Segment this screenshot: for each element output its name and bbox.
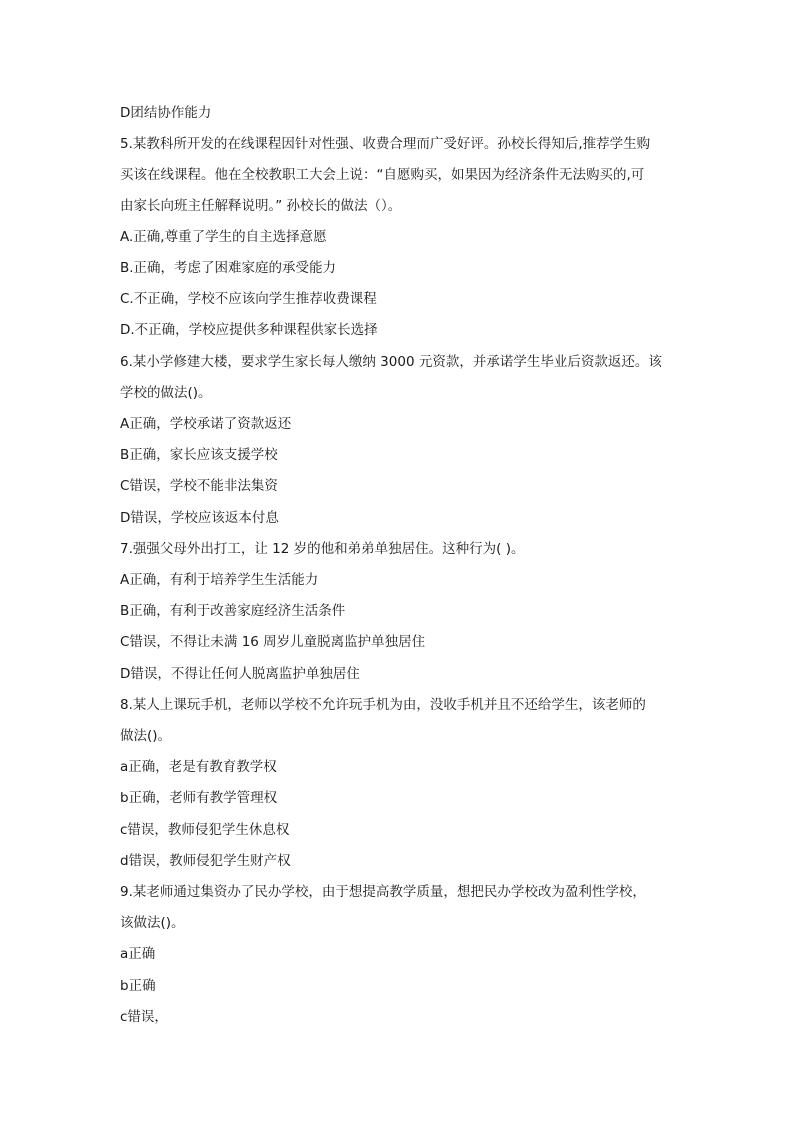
question-8-option-b: b正确，老师有教学管理权 <box>120 790 278 806</box>
question-5-line-2: 买该在线课程。他在全校教职工大会上说：“自愿购买，如果因为经济条件无法购买的,可 <box>120 167 645 183</box>
question-5-option-a: A.正确,尊重了学生的自主选择意愿 <box>120 229 327 245</box>
question-7-line-1: 7.强强父母外出打工，让 12 岁的他和弟弟单独居住。这种行为( )。 <box>120 541 525 557</box>
question-6-line-2: 学校的做法()。 <box>120 385 212 401</box>
question-5-line-3: 由家长向班主任解释说明。” 孙校长的做法（）。 <box>120 198 402 214</box>
question-6-option-c: C错误，学校不能非法集资 <box>120 478 278 494</box>
question-7-option-d: D错误，不得让任何人脱离监护单独居住 <box>120 666 360 682</box>
question-5-option-b: B.正确，考虑了困难家庭的承受能力 <box>120 260 337 276</box>
question-8-option-c: c错误，教师侵犯学生休息权 <box>120 822 290 838</box>
option-d-q4: D团结协作能力 <box>120 105 212 121</box>
question-8-line-1: 8.某人上课玩手机，老师以学校不允许玩手机为由，没收手机并且不还给学生，该老师的 <box>120 697 646 713</box>
question-6-line-1: 6.某小学修建大楼，要求学生家长每人缴纳 3000 元资款，并承诺学生毕业后资款返还。该 <box>120 354 662 370</box>
question-5-option-c: C.不正确，学校不应该向学生推荐收费课程 <box>120 291 377 307</box>
question-7-option-a: A正确，有利于培养学生生活能力 <box>120 572 319 588</box>
question-5-option-d: D.不正确，学校应提供多种课程供家长选择 <box>120 322 378 338</box>
question-7-option-b: B正确，有利于改善家庭经济生活条件 <box>120 603 346 619</box>
question-9-option-a: a正确 <box>120 946 156 962</box>
question-9-line-1: 9.某老师通过集资办了民办学校，由于想提高教学质量，想把民办学校改为盈利性学校， <box>120 884 646 900</box>
question-7-option-c: C错误，不得让未满 16 周岁儿童脱离监护单独居住 <box>120 634 426 650</box>
question-6-option-b: B正确，家长应该支援学校 <box>120 447 278 463</box>
question-9-option-c: c错误， <box>120 1009 168 1025</box>
question-9-line-2: 该做法()。 <box>120 915 185 931</box>
question-6-option-a: A正确，学校承诺了资款返还 <box>120 416 292 432</box>
question-8-line-2: 做法()。 <box>120 728 172 744</box>
question-8-option-d: d错误，教师侵犯学生财产权 <box>120 853 291 869</box>
question-8-option-a: a正确，老是有教育教学权 <box>120 759 277 775</box>
question-5-line-1: 5.某教科所开发的在线课程因针对性强、收费合理而广受好评。孙校长得知后,推荐学生购 <box>120 136 651 152</box>
question-9-option-b: b正确 <box>120 978 156 994</box>
question-6-option-d: D错误，学校应该返本付息 <box>120 510 279 526</box>
